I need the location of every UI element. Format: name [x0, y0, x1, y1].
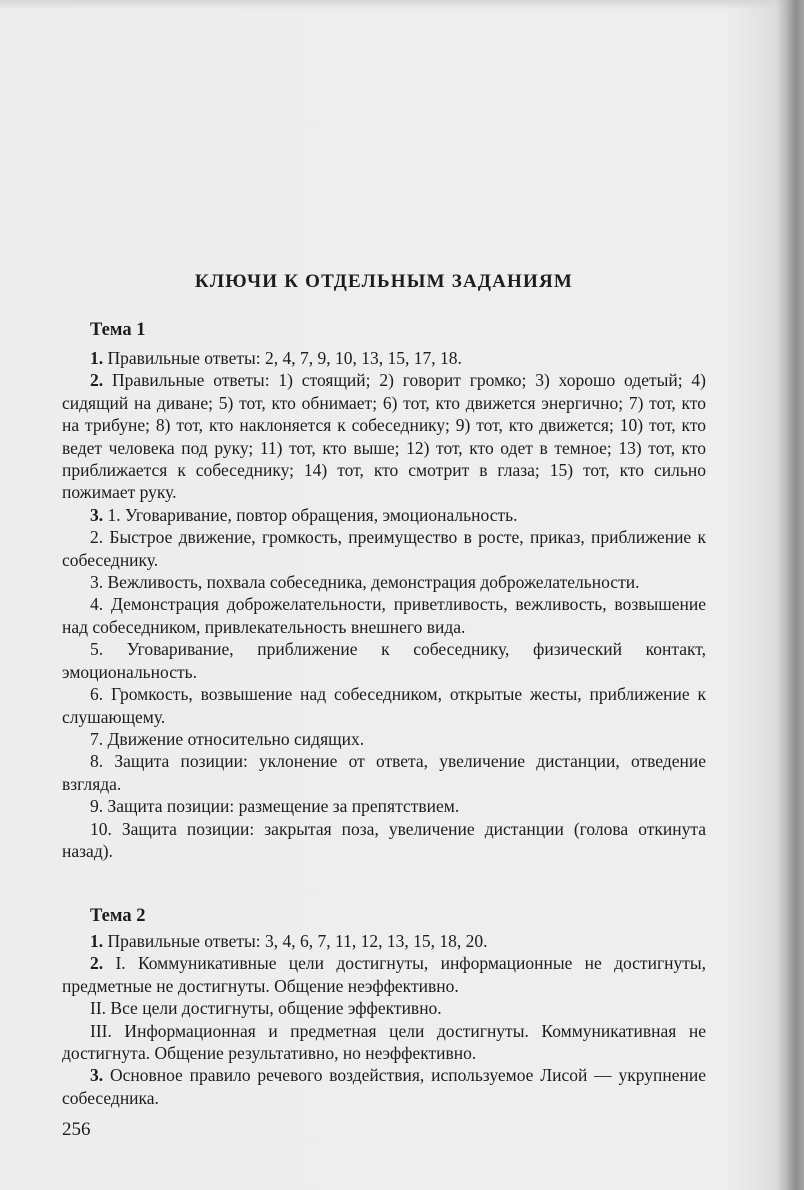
paragraph: 2. Правильные ответы: 1) стоящий; 2) говорит громко; 3) хорошо одетый; 4) сидящий на диване; 5) тот, кто обнимает; 6) тот, кто движется энергично; 7) тот, кто на трибуне; 8) тот, кто наклоняется к собеседнику; 9) тот, кто движется; 10) тот, кто ведет человека под руку; 11) тот, кто выше; 12) тот, кто одет в темное; 13) тот, кто приближается к собеседнику; 14) тот, кто смотрит в глаза; 15) тот, кто сильно пожимает руку.	[62, 370, 707, 503]
theme-1-heading: Тема 1	[90, 320, 146, 340]
page-number: 256	[62, 1119, 91, 1140]
paragraph: 9. Защита позиции: размещение за препятствием.	[90, 796, 460, 817]
paragraph: 1. Правильные ответы: 2, 4, 7, 9, 10, 13, 15, 17, 18.	[90, 348, 462, 368]
paragraph: 8. Защита позиции: уклонение от ответа, увеличение дистанции, отведение взгляда.	[62, 751, 706, 794]
paragraph: 7. Движение относительно сидящих.	[90, 728, 365, 749]
paragraph: 10. Защита позиции: закрытая поза, увеличение дистанции (голова откинута назад).	[62, 818, 706, 861]
paragraph: 3. Вежливость, похвала собеседника, демонстрация доброжелательности.	[90, 572, 640, 593]
theme-2-heading: Тема 2	[90, 906, 146, 926]
paragraph: 3. Основное правило речевого воздействия, используемое Лисой — укрупнение собеседника.	[62, 1065, 707, 1108]
theme-2-section	[62, 930, 706, 1109]
page-top-edge	[0, 0, 804, 10]
paragraph: 1. Правильные ответы: 3, 4, 6, 7, 11, 12, 13, 15, 18, 20.	[90, 931, 488, 951]
paragraph: 2. I. Коммуникативные цели достигнуты, информационные не достигнуты, предметные не достигнуты. Общение неэффективно.	[62, 953, 707, 996]
paragraph: 3. 1. Уговаривание, повтор обращения, эмоциональность.	[90, 504, 518, 525]
paragraph: 2. Быстрое движение, громкость, преимущество в росте, приказ, приближение к собеседнику.	[62, 527, 706, 570]
book-binding-shadow	[776, 0, 804, 1190]
paragraph: II. Все цели достигнуты, общение эффективно.	[90, 998, 442, 1019]
paragraph: 4. Демонстрация доброжелательности, приветливость, вежливость, возвышение над собеседником, привлекательность внешнего вида.	[62, 594, 706, 637]
paragraph: III. Информационная и предметная цели достигнуты. Коммуникативная не достигнута. Общение результативно, но неэффективно.	[62, 1020, 706, 1064]
page-title: КЛЮЧИ К ОТДЕЛЬНЫМ ЗАДАНИЯМ	[194, 271, 574, 292]
paragraph: 6. Громкость, возвышение над собеседником, открытые жесты, приближение к слушающему.	[62, 684, 706, 727]
paragraph: 5. Уговаривание, приближение к собеседнику, физический контакт, эмоциональность.	[62, 639, 706, 682]
theme-1-section	[62, 347, 706, 862]
